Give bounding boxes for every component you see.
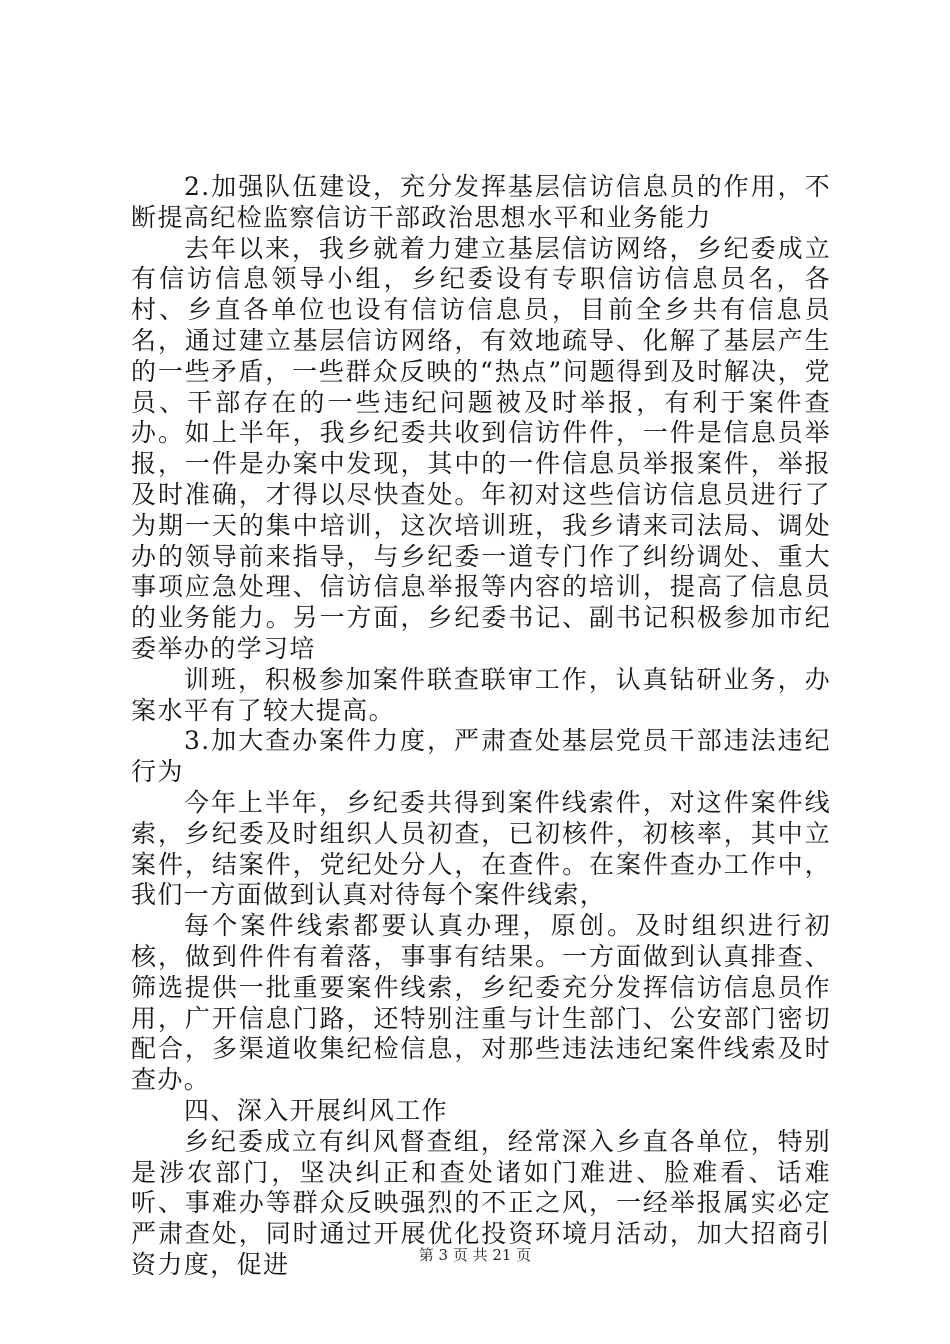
body-paragraph: 训班，积极参加案件联查联审工作，认真钻研业务，办案水平有了较大提高。 [131,664,831,725]
section-heading-3: 3.加大查办案件力度，严肃查处基层党员干部违法违纪行为 [131,726,831,787]
body-paragraph: 乡纪委成立有纠风督查组，经常深入乡直各单位，特别是涉农部门，坚决纠正和查处诸如门难进、脸难看、话难听、事难办等群众反映强烈的不正之风，一经举报属实必定严肃查处，同时通过开展优化投资环境月活动，加大招商引资力度，促进 [131,1126,831,1279]
section-heading-4: 四、深入开展纠风工作 [184,1095,449,1125]
section-heading-2: 2.加强队伍建设，充分发挥基层信访信息员的作用，不断提高纪检监察信访干部政治思想水平和业务能力 [131,172,831,232]
body-paragraph: 今年上半年，乡纪委共得到案件线索件，对这件案件线索，乡纪委及时组织人员初查，已初核件，初核率，其中立案件，结案件，党纪处分人，在查件。在案件查办工作中，我们一方面做到认真对待每个案件线索， [131,787,831,910]
document-body [131,172,831,1281]
page-number-footer: 第 3 页 共 21 页 [418,1246,532,1264]
body-paragraph: 每个案件线索都要认真办理，原创。及时组织进行初核，做到件件有着落，事事有结果。一方面做到认真排查、筛选提供一批重要案件线索，乡纪委充分发挥信访信息员作用，广开信息门路，还特别注重与计生部门、公安部门密切配合，多渠道收集纪检信息，对那些违法违纪案件线索及时查办。 [131,911,831,1095]
body-paragraph: 去年以来，我乡就着力建立基层信访网络，乡纪委成立有信访信息领导小组，乡纪委设有专职信访信息员名，各村、乡直各单位也设有信访信息员，目前全乡共有信息员名，通过建立基层信访网络，有效地疏导、化解了基层产生的一些矛盾，一些群众反映的“热点”问题得到及时解决，党员、干部存在的一些违纪问题被及时举报，有利于案件查办。如上半年，我乡纪委共收到信访件件，一件是信息员举报，一件是办案中发现，其中的一件信息员举报案件，举报及时准确，才得以尽快查处。年初对这些信访信息员进行了为期一天的集中培训，这次培训班，我乡请来司法局、调处办的领导前来指导，与乡纪委一道专门作了纠纷调处、重大事项应急处理、信访信息举报等内容的培训，提高了信息员的业务能力。另一方面，乡纪委书记、副书记积极参加市纪委举办的学习培 [131,233,831,663]
